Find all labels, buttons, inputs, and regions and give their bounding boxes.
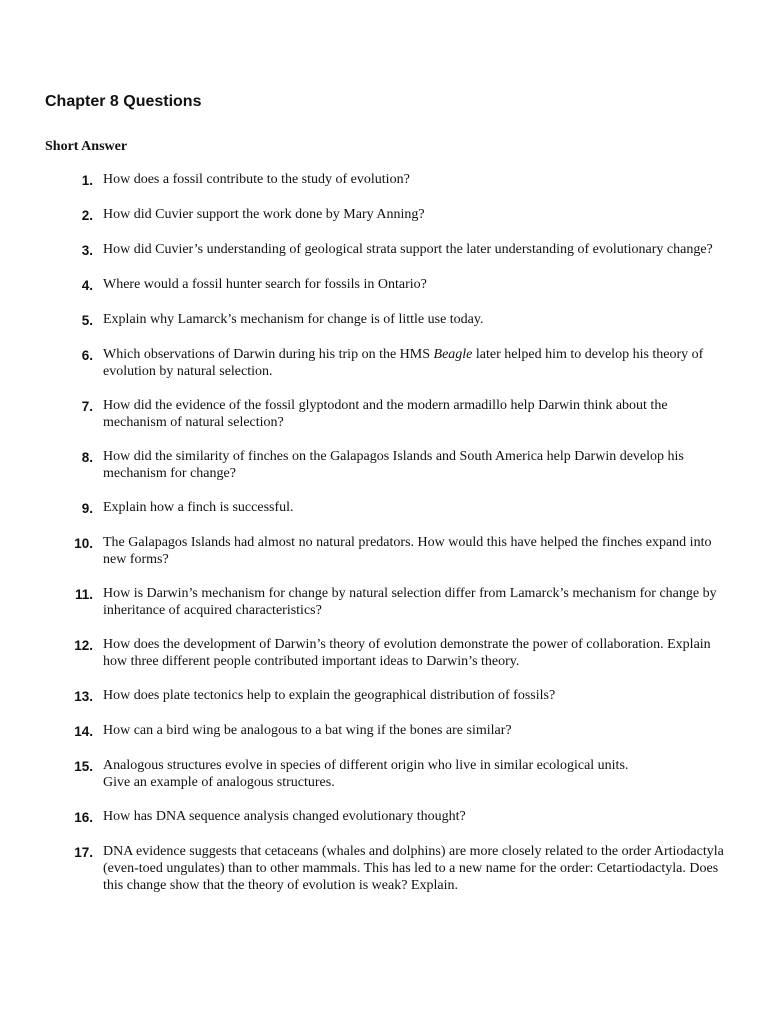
question-number: 16.	[74, 810, 93, 825]
question-item	[45, 722, 725, 740]
section-heading: Short Answer	[45, 139, 128, 154]
question-text: Explain why Lamarck’s mechanism for change is of little use today.	[103, 312, 484, 327]
question-text-part: later helped him to develop his theory of evolution by natural selection.	[103, 347, 704, 379]
question-item	[45, 534, 725, 568]
question-text: Explain how a finch is successful.	[103, 500, 294, 515]
ship-name: Beagle	[433, 347, 473, 362]
page-title: Chapter 8 Questions	[45, 93, 202, 110]
question-item	[45, 843, 725, 894]
question-item	[45, 448, 725, 482]
question-item	[45, 346, 725, 380]
question-item	[45, 397, 725, 431]
question-number: 1.	[81, 173, 93, 188]
question-number: 2.	[81, 208, 93, 223]
question-item	[45, 206, 725, 224]
question-text: How is Darwin’s mechanism for change by natural selection differ from Lamarck’s mechanism for change by inheritance of acquired characteristics?	[103, 586, 717, 618]
question-item	[45, 687, 725, 705]
question-text: How did the evidence of the fossil glyptodont and the modern armadillo help Darwin think about the mechanism of natural selection?	[103, 398, 668, 430]
question-text: DNA evidence suggests that cetaceans (whales and dolphins) are more closely related to the order Artiodactyla (even-toed ungulates) than to other mammals. This has led to a new name for the order: Cetartiodactyla. Does this change show that the theory of evolution is weak? Explain.	[103, 844, 724, 893]
question-number: 11.	[74, 587, 93, 602]
question-item	[45, 276, 725, 294]
question-text: How did Cuvier’s understanding of geological strata support the later understanding of evolutionary change?	[103, 242, 713, 257]
question-list	[45, 171, 725, 911]
question-text: How can a bird wing be analogous to a bat wing if the bones are similar?	[103, 723, 512, 738]
question-text-line: Give an example of analogous structures.	[103, 775, 335, 790]
question-item	[45, 636, 725, 670]
question-number: 9.	[81, 501, 93, 516]
question-number: 3.	[81, 243, 93, 258]
question-number: 12.	[74, 638, 93, 653]
question-text: Where would a fossil hunter search for fossils in Ontario?	[103, 277, 427, 292]
question-item	[45, 171, 725, 189]
question-text: How has DNA sequence analysis changed evolutionary thought?	[103, 809, 466, 824]
question-number: 6.	[81, 348, 93, 363]
question-number: 8.	[81, 450, 93, 465]
question-text: How did the similarity of finches on the Galapagos Islands and South America help Darwin develop his mechanism for change?	[103, 449, 684, 481]
question-number: 13.	[74, 689, 93, 704]
question-text: How does plate tectonics help to explain the geographical distribution of fossils?	[103, 688, 556, 703]
question-text-part: Which observations of Darwin during his trip on the HMS	[103, 347, 434, 362]
question-text-line: Analogous structures evolve in species of different origin who live in similar ecological units.	[103, 758, 629, 773]
question-text: How did Cuvier support the work done by Mary Anning?	[103, 207, 425, 222]
question-number: 10.	[74, 536, 93, 551]
question-item	[45, 757, 725, 791]
question-item	[45, 311, 725, 329]
question-number: 7.	[81, 399, 93, 414]
question-item	[45, 499, 725, 517]
question-text: How does the development of Darwin’s theory of evolution demonstrate the power of collaboration. Explain how three different people contributed important ideas to Darwin’s theory.	[103, 637, 711, 669]
question-number: 17.	[74, 845, 93, 860]
question-item	[45, 241, 725, 259]
question-text	[103, 757, 725, 791]
question-text: How does a fossil contribute to the study of evolution?	[103, 172, 410, 187]
question-text	[103, 346, 725, 380]
question-item	[45, 585, 725, 619]
question-number: 4.	[81, 278, 93, 293]
question-text: The Galapagos Islands had almost no natural predators. How would this have helped the finches expand into new forms?	[103, 535, 712, 567]
question-item	[45, 808, 725, 826]
question-number: 14.	[74, 724, 93, 739]
question-number: 15.	[74, 759, 93, 774]
question-number: 5.	[81, 313, 93, 328]
